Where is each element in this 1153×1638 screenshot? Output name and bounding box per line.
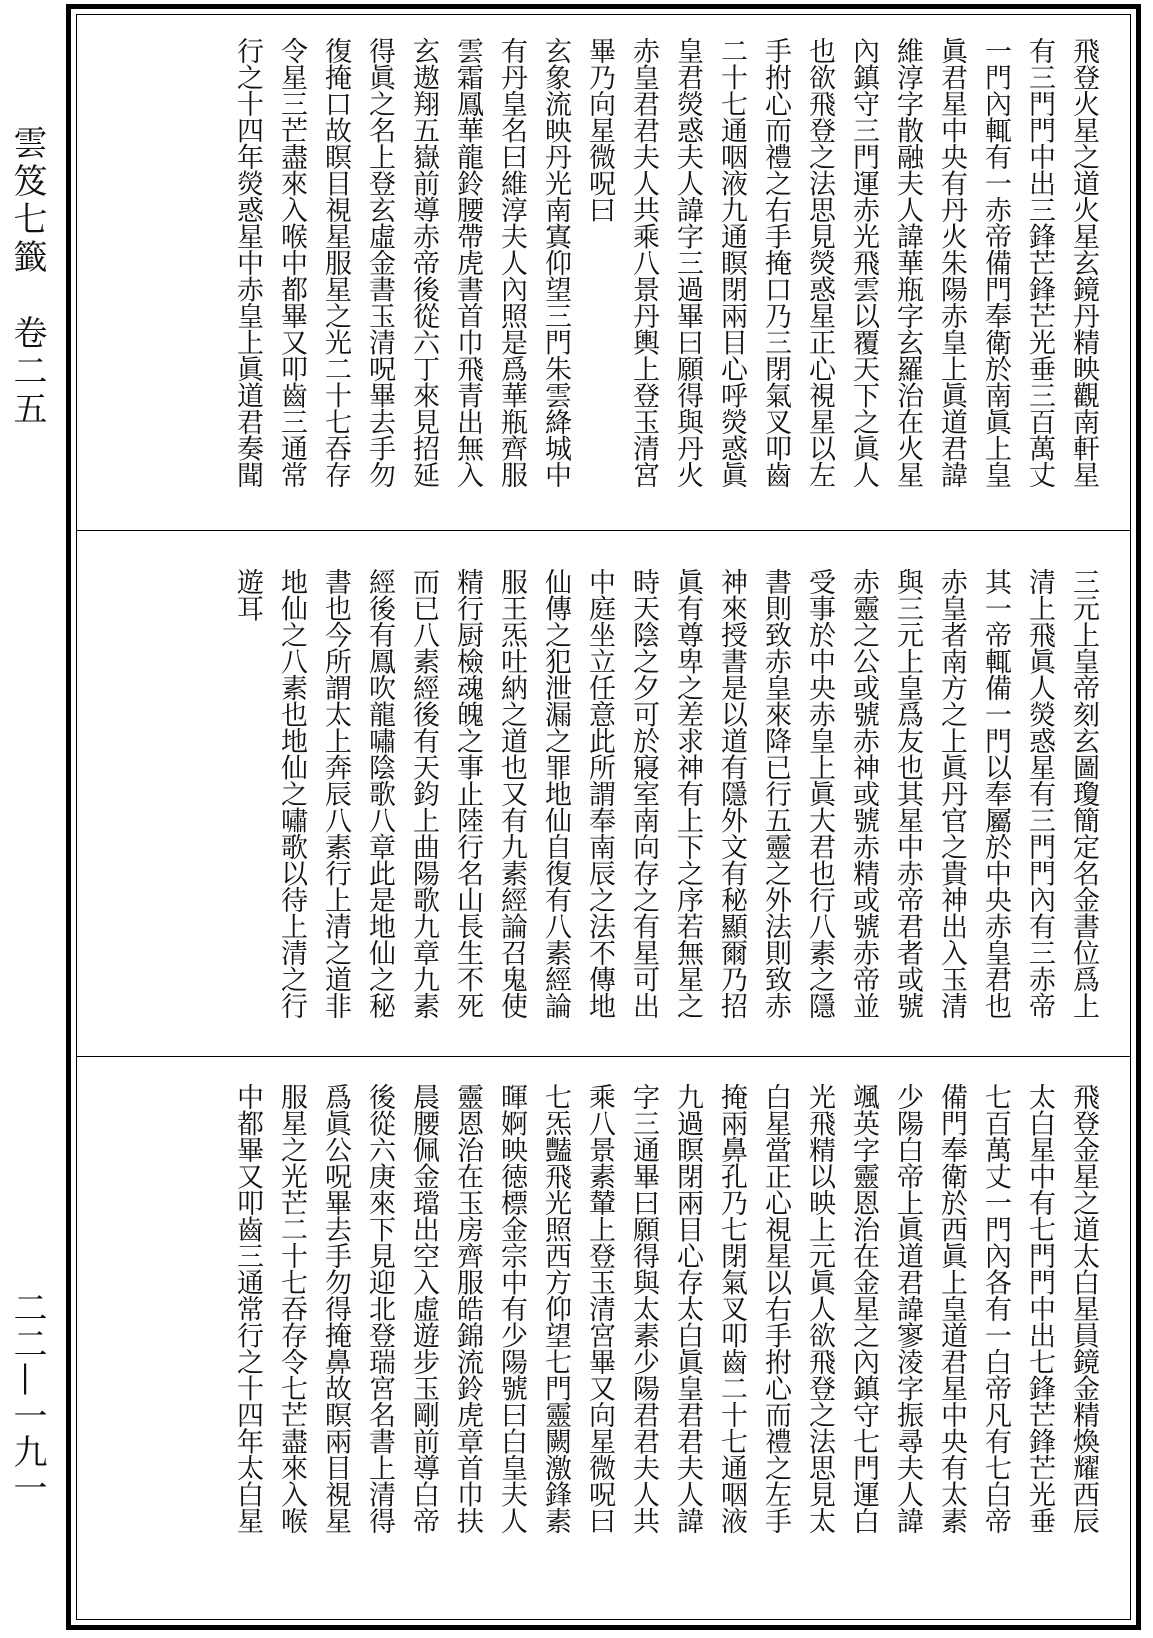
text-column: 其一帝輒備一門以奉屬於中央赤皇君也: [980, 568, 1011, 1019]
text-column: 仙傳之犯泄漏之罪地仙自復有八素經論: [540, 568, 571, 1019]
text-column: 太白星中有七門門中出七鋒芒鋒芒光垂: [1024, 1083, 1055, 1534]
text-column: 備門奉衛於西眞上皇道君星中央有太素: [936, 1083, 967, 1534]
text-column: 令星三芒盡來入喉中都畢又叩齒三通常: [276, 37, 307, 488]
text-column: 暉婀映徳標金宗中有少陽號曰白皇夫人: [496, 1083, 527, 1534]
text-column: 九過瞑閉兩目心存太白眞皇君君夫人諱: [672, 1083, 703, 1534]
text-column: 雲霜鳳華龍鈴腰帶虎書首巾飛青出無入: [452, 37, 483, 488]
text-column: 靈恩治在玉房齊服皓錦流鈴虎章首巾扶: [452, 1083, 483, 1534]
text-column: 有三門門中出三鋒芒鋒芒光垂三百萬丈: [1024, 37, 1055, 488]
left-margin: [0, 0, 64, 1638]
text-column: 赤靈之公或號赤神或號赤精或號赤帝並: [848, 568, 879, 1019]
book-title: 雲笈七籤 卷二五: [7, 125, 47, 429]
text-column: 書也今所謂太上奔辰八素行上清之道非: [320, 568, 351, 1019]
text-column: 眞有尊卑之差求神有上下之序若無星之: [672, 568, 703, 1019]
text-column: 一門內輒有一赤帝備門奉衛於南眞上皇: [980, 37, 1011, 488]
text-column: 颯英字靈恩治在金星之內鎮守七門運白: [848, 1083, 879, 1534]
text-column: 經後有鳳吹龍嘯陰歌八章此是地仙之秘: [364, 568, 395, 1019]
register-3-columns: [222, 1083, 1102, 1609]
text-column: 得眞之名上登玄虛金書玉清呪畢去手勿: [364, 37, 395, 488]
text-column: 三元上皇帝刻玄圖瓊簡定名金書位爲上: [1068, 568, 1099, 1019]
text-column: 光飛精以映上元眞人欲飛登之法思見太: [804, 1083, 835, 1534]
register-2-columns: [222, 568, 1102, 1044]
register-divider: [77, 1056, 1130, 1057]
text-column: 赤皇者南方之上眞丹官之貴神出入玉清: [936, 568, 967, 1019]
text-column: 遊耳: [232, 568, 263, 621]
text-column: 掩兩鼻孔乃七閉氣叉叩齒二十七通咽液: [716, 1083, 747, 1534]
text-column: 行之十四年熒惑星中赤皇上眞道君奏聞: [232, 37, 263, 488]
text-column: 神來授書是以道有隱外文有秘顯爾乃招: [716, 568, 747, 1019]
text-column: 皇君熒惑夫人諱字三過畢曰願得與丹火: [672, 37, 703, 488]
text-column: 內鎮守三門運赤光飛雲以覆天下之眞人: [848, 37, 879, 488]
text-column: 後從六庚來下見迎北登瑞宮名書上清得: [364, 1083, 395, 1534]
text-column: 飛登金星之道太白星員鏡金精煥耀西辰: [1068, 1083, 1099, 1534]
text-register-3: [77, 1061, 1130, 1621]
text-column: 字三通畢曰願得與太素少陽君君夫人共: [628, 1083, 659, 1534]
text-column: 乘八景素輦上登玉清宮畢又向星微呪曰: [584, 1083, 615, 1534]
text-column: 服王炁吐納之道也又有九素經論召鬼使: [496, 568, 527, 1019]
text-column: 七炁豔飛光照西方仰望七門靈闕激鋒素: [540, 1083, 571, 1534]
text-column: 赤皇君君夫人共乘八景丹輿上登玉清宮: [628, 37, 659, 488]
text-column: 畢乃向星微呪曰: [584, 37, 615, 223]
text-column: 七百萬丈一門內各有一白帝凡有七白帝: [980, 1083, 1011, 1534]
text-column: 而已八素經後有天鈞上曲陽歌九章九素: [408, 568, 439, 1019]
text-column: 中庭坐立任意此所謂奉南辰之法不傳地: [584, 568, 615, 1019]
text-column: 晨腰佩金璫出空入虛遊步玉剛前導白帝: [408, 1083, 439, 1534]
text-column: 復掩口故瞑目視星服星之光二十七吞存: [320, 37, 351, 488]
page-frame: [66, 4, 1141, 1630]
text-column: 精行厨檢魂魄之事止陸行名山長生不死: [452, 568, 483, 1019]
text-register-1: [77, 15, 1130, 530]
text-column: 受事於中央赤皇上眞大君也行八素之隱: [804, 568, 835, 1019]
text-column: 眞君星中央有丹火朱陽赤皇上眞道君諱: [936, 37, 967, 488]
text-column: 時天陰之夕可於寢室南向存之有星可出: [628, 568, 659, 1019]
text-column: 中都畢又叩齒三通常行之十四年太白星: [232, 1083, 263, 1534]
text-column: 玄象流映丹光南寘仰望三門朱雲絳城中: [540, 37, 571, 488]
text-column: 地仙之八素也地仙之嘯歌以待上清之行: [276, 568, 307, 1019]
page-frame-inner: [76, 14, 1131, 1620]
text-register-2: [77, 546, 1130, 1056]
text-column: 白星當正心視星以右手拊心而禮之左手: [760, 1083, 791, 1534]
page-number: 二二—一九一: [7, 1290, 47, 1506]
text-column: 服星之光芒二十七吞存令七芒盡來入喉: [276, 1083, 307, 1534]
text-column: 少陽白帝上眞道君諱寥淩字振尋夫人諱: [892, 1083, 923, 1534]
text-column: 也欲飛登之法思見熒惑星正心視星以左: [804, 37, 835, 488]
text-column: 與三元上皇爲友也其星中赤帝君者或號: [892, 568, 923, 1019]
text-column: 維淳字散融夫人諱華瓶字玄羅治在火星: [892, 37, 923, 488]
text-column: 爲眞公呪畢去手勿得掩鼻故瞑兩目視星: [320, 1083, 351, 1534]
register-divider: [77, 530, 1130, 531]
text-column: 手拊心而禮之右手掩口乃三閉氣叉叩齒: [760, 37, 791, 488]
register-1-columns: [222, 37, 1102, 518]
text-column: 書則致赤皇來降已行五靈之外法則致赤: [760, 568, 791, 1019]
text-column: 有丹皇名曰維淳夫人內照是爲華瓶齊服: [496, 37, 527, 488]
text-column: 飛登火星之道火星玄鏡丹精映觀南軒星: [1068, 37, 1099, 488]
text-column: 二十七通咽液九通瞑閉兩目心呼熒惑眞: [716, 37, 747, 488]
text-column: 清上飛眞人熒惑星有三門門內有三赤帝: [1024, 568, 1055, 1019]
text-column: 玄遨翔五嶽前導赤帝後從六丁來見招延: [408, 37, 439, 488]
